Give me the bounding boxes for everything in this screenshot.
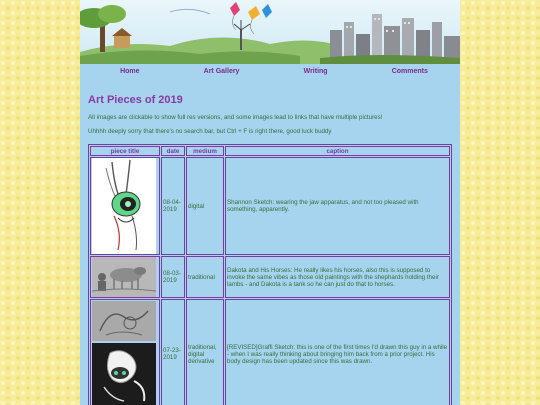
search-note: Uhhhh deeply sorry that there's no search bar, but Ctrl + F is right there, good luck buddy [88, 128, 332, 135]
intro-text: All images are clickable to show full res versions, and some images lead to links that have multiple pictures! [88, 114, 383, 121]
landscape-banner-illustration [80, 0, 460, 64]
page-title: Art Pieces of 2019 [88, 94, 183, 106]
main-nav [80, 64, 460, 78]
nav-comments-link[interactable]: Comments [391, 67, 428, 75]
table-row [90, 157, 450, 255]
medium-cell: traditional [186, 256, 224, 298]
shannon-sketch-thumbnail[interactable] [92, 158, 156, 254]
caption-cell: Shannon Sketch: wearing the jaw apparatus, and not too pleased with something, apparently. [225, 157, 450, 255]
nav-art-gallery-link[interactable]: Art Gallery [203, 67, 240, 75]
graffi-sketch-traditional-thumbnail[interactable] [92, 301, 156, 341]
date-cell: 07-23-2019 [161, 299, 185, 405]
caption-cell: [REVISED]Graffi Sketch: this is one of the first times I'd drawn this guy in a while - when I was really thinking about bringing him back from a prior project. His body design has been updated since this was drawn. [225, 299, 450, 405]
header-banner [80, 0, 460, 64]
column-header-caption: caption [225, 146, 450, 156]
table-header-row [90, 146, 450, 156]
dakota-horses-thumbnail[interactable] [92, 257, 156, 297]
medium-cell: traditional, digital derivative [186, 299, 224, 405]
column-header-date: date [161, 146, 185, 156]
graffi-sketch-digital-thumbnail[interactable] [92, 343, 156, 405]
date-cell: 08-04-2019 [161, 157, 185, 255]
art-table [88, 144, 452, 405]
thumbnail-cell [90, 256, 160, 298]
caption-cell: Dakota and His Horses: He really likes his horses, also this is supposed to invoke the same vibes as those old paintings with the shephards holding their lambs - and Dakota is a tank so he can just do that to horses. [225, 256, 450, 298]
date-cell: 08-03-2019 [161, 256, 185, 298]
medium-cell: digital [186, 157, 224, 255]
thumbnail-cell [90, 157, 160, 255]
table-row [90, 299, 450, 405]
column-header-medium: medium [186, 146, 224, 156]
nav-home-link[interactable]: Home [120, 67, 140, 75]
table-row [90, 256, 450, 298]
column-header-title: piece title [90, 146, 160, 156]
page-container [80, 0, 460, 405]
nav-writing-link[interactable]: Writing [303, 67, 328, 75]
thumbnail-cell [90, 299, 160, 405]
